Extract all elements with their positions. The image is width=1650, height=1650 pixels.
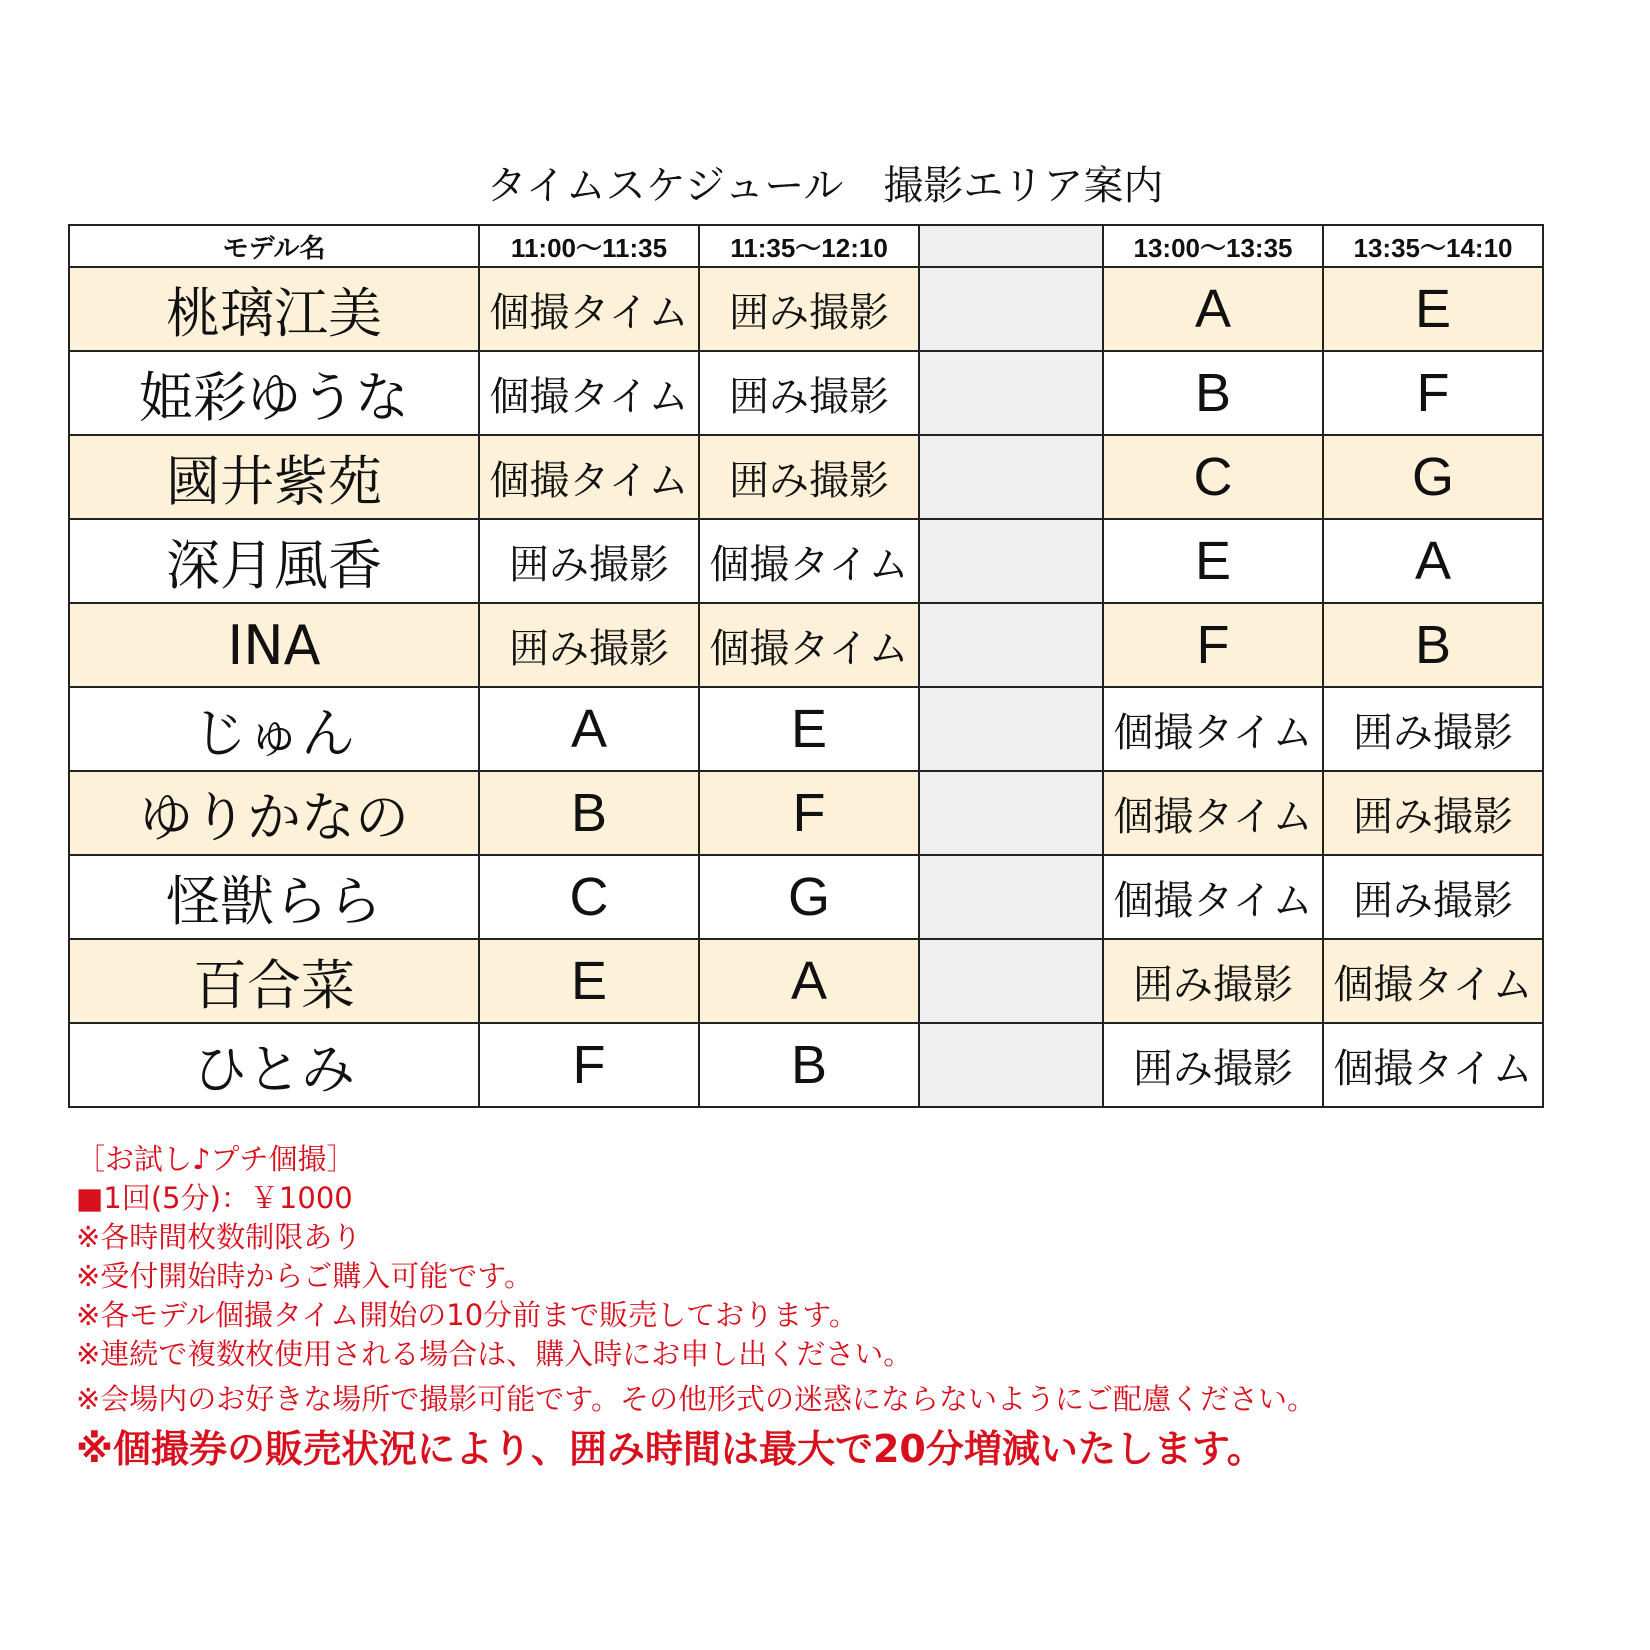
slot-3-cell: 個撮タイム <box>1103 855 1323 939</box>
header-model-name: モデル名 <box>69 225 479 267</box>
slot-2-cell: 個撮タイム <box>699 519 919 603</box>
slot-3-cell: 個撮タイム <box>1103 771 1323 855</box>
header-slot-3: 13:00〜13:35 <box>1103 225 1323 267</box>
model-name-cell: INA <box>69 603 479 687</box>
page-title: タイムスケジュール 撮影エリア案内 <box>486 163 1164 209</box>
slot-2-cell: 囲み撮影 <box>699 351 919 435</box>
table-row <box>69 603 1543 687</box>
slot-2-cell: 囲み撮影 <box>699 435 919 519</box>
slot-4-cell: 囲み撮影 <box>1323 855 1543 939</box>
slot-2-cell: 個撮タイム <box>699 603 919 687</box>
break-cell <box>919 771 1103 855</box>
table-row <box>69 939 1543 1023</box>
schedule-table <box>68 224 1544 1108</box>
slot-2-cell: G <box>699 855 919 939</box>
slot-4-cell: E <box>1323 267 1543 351</box>
slot-3-cell: A <box>1103 267 1323 351</box>
table-row <box>69 687 1543 771</box>
slot-2-cell: E <box>699 687 919 771</box>
slot-1-cell: A <box>479 687 699 771</box>
slot-3-cell: 個撮タイム <box>1103 687 1323 771</box>
note-line: ※会場内のお好きな場所で撮影可能です。その他形式の迷惑にならないようにご配慮ください。 <box>76 1382 1316 1416</box>
slot-1-cell: C <box>479 855 699 939</box>
header-slot-2: 11:35〜12:10 <box>699 225 919 267</box>
break-cell <box>919 855 1103 939</box>
header-slot-1: 11:00〜11:35 <box>479 225 699 267</box>
slot-2-cell: 囲み撮影 <box>699 267 919 351</box>
break-cell <box>919 603 1103 687</box>
slot-3-cell: E <box>1103 519 1323 603</box>
model-name-cell: ひとみ <box>69 1023 479 1107</box>
slot-1-cell: 囲み撮影 <box>479 603 699 687</box>
header-row <box>69 225 1543 267</box>
break-cell <box>919 1023 1103 1107</box>
table-row <box>69 1023 1543 1107</box>
slot-3-cell: 囲み撮影 <box>1103 939 1323 1023</box>
slot-4-cell: G <box>1323 435 1543 519</box>
slot-4-cell: A <box>1323 519 1543 603</box>
model-name-cell: 百合菜 <box>69 939 479 1023</box>
slot-4-cell: 囲み撮影 <box>1323 771 1543 855</box>
slot-4-cell: 個撮タイム <box>1323 1023 1543 1107</box>
table-row <box>69 771 1543 855</box>
model-name-cell: 深月風香 <box>69 519 479 603</box>
slot-4-cell: 個撮タイム <box>1323 939 1543 1023</box>
break-cell <box>919 519 1103 603</box>
break-cell <box>919 687 1103 771</box>
slot-2-cell: A <box>699 939 919 1023</box>
slot-4-cell: F <box>1323 351 1543 435</box>
model-name-cell: ゆりかなの <box>69 771 479 855</box>
table-row <box>69 435 1543 519</box>
break-cell <box>919 267 1103 351</box>
note-heading: ［お試し♪プチ個撮］ <box>76 1142 356 1176</box>
model-name-cell: 桃璃江美 <box>69 267 479 351</box>
table-row <box>69 855 1543 939</box>
slot-1-cell: 個撮タイム <box>479 351 699 435</box>
slot-1-cell: E <box>479 939 699 1023</box>
slot-4-cell: 囲み撮影 <box>1323 687 1543 771</box>
model-name-cell: 姫彩ゆうな <box>69 351 479 435</box>
slot-1-cell: B <box>479 771 699 855</box>
break-cell <box>919 939 1103 1023</box>
header-break <box>919 225 1103 267</box>
table-row <box>69 519 1543 603</box>
notes <box>76 1140 1316 1475</box>
note-line: ※各時間枚数制限あり <box>76 1220 362 1254</box>
slot-1-cell: 囲み撮影 <box>479 519 699 603</box>
table-row <box>69 267 1543 351</box>
model-name-cell: 怪獣らら <box>69 855 479 939</box>
slot-3-cell: F <box>1103 603 1323 687</box>
model-name-cell: 國井紫苑 <box>69 435 479 519</box>
slot-2-cell: F <box>699 771 919 855</box>
note-line: ※連続で複数枚使用される場合は、購入時にお申し出ください。 <box>76 1337 913 1371</box>
model-name-cell: じゅん <box>69 687 479 771</box>
note-line: ※各モデル個撮タイム開始の10分前まで販売しております。 <box>76 1298 858 1332</box>
note-price: ■1回(5分)：￥1000 <box>76 1181 353 1215</box>
header-slot-4: 13:35〜14:10 <box>1323 225 1543 267</box>
slot-3-cell: B <box>1103 351 1323 435</box>
slot-3-cell: 囲み撮影 <box>1103 1023 1323 1107</box>
note-line: ※受付開始時からご購入可能です。 <box>76 1259 533 1293</box>
slot-1-cell: 個撮タイム <box>479 267 699 351</box>
break-cell <box>919 435 1103 519</box>
slot-2-cell: B <box>699 1023 919 1107</box>
slot-3-cell: C <box>1103 435 1323 519</box>
break-cell <box>919 351 1103 435</box>
slot-1-cell: 個撮タイム <box>479 435 699 519</box>
note-emphasis: ※個撮券の販売状況により、囲み時間は最大で20分増減いたします。 <box>76 1427 1265 1471</box>
table-row <box>69 351 1543 435</box>
slot-1-cell: F <box>479 1023 699 1107</box>
slot-4-cell: B <box>1323 603 1543 687</box>
